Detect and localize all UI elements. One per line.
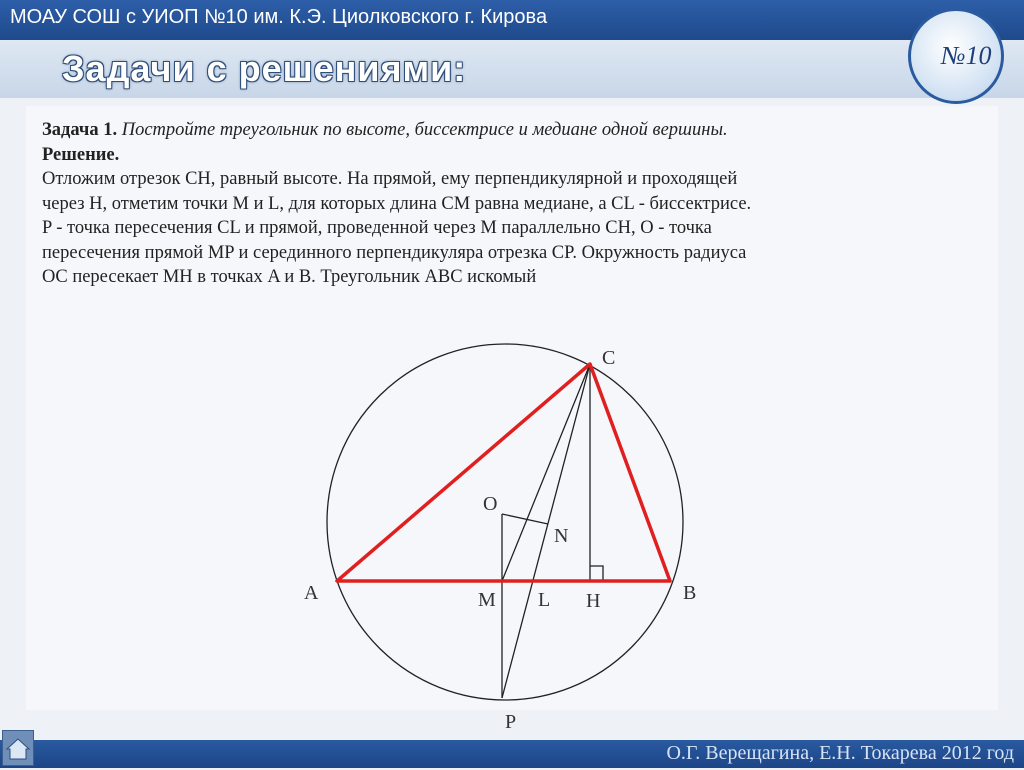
label-h: H <box>586 590 601 612</box>
problem-statement: Постройте треугольник по высоте, биссектрисе и медиане одной вершины. <box>121 120 728 140</box>
label-l: L <box>538 589 551 611</box>
solution-line: Отложим отрезок CH, равный высоте. На прямой, ему перпендикулярной и проходящей <box>42 169 738 189</box>
home-button[interactable] <box>2 730 34 766</box>
school-name: МОАУ СОШ с УИОП №10 им. К.Э. Циолковского г. Кирова <box>10 6 548 28</box>
bisector-cp <box>502 364 590 698</box>
label-a: A <box>304 582 319 604</box>
home-icon <box>3 731 33 765</box>
right-angle-mark <box>590 566 603 581</box>
solution-line: OC пересекает MH в точках A и B. Треугольник ABC искомый <box>42 267 537 287</box>
label-o: O <box>483 493 498 515</box>
label-p: P <box>505 711 517 733</box>
solution-label: Решение. <box>42 144 120 165</box>
label-c: C <box>602 347 616 369</box>
author-credit: О.Г. Верещагина, Е.Н. Токарева 2012 год <box>666 742 1014 764</box>
solution-line: P - точка пересечения CL и прямой, проведенной через M параллельно CH, O - точка <box>42 218 712 238</box>
median-cm <box>502 364 590 581</box>
triangle-abc <box>337 364 670 581</box>
label-b: B <box>683 582 697 604</box>
slide-title: Задачи с решениями: <box>62 48 467 89</box>
label-n: N <box>554 525 569 547</box>
label-m: M <box>478 589 496 611</box>
solution-line: через H, отметим точки M и L, для которых длина CM равна медиане, а CL - биссектрисе. <box>42 193 752 214</box>
logo-number: №10 <box>941 41 992 70</box>
circumcircle <box>327 344 683 700</box>
solution-line: пересечения прямой MP и серединного перпендикуляра отрезка CP. Окружность радиуса <box>42 242 747 263</box>
perp-bisector-on <box>502 514 548 524</box>
problem-label: Задача 1. <box>42 120 118 140</box>
